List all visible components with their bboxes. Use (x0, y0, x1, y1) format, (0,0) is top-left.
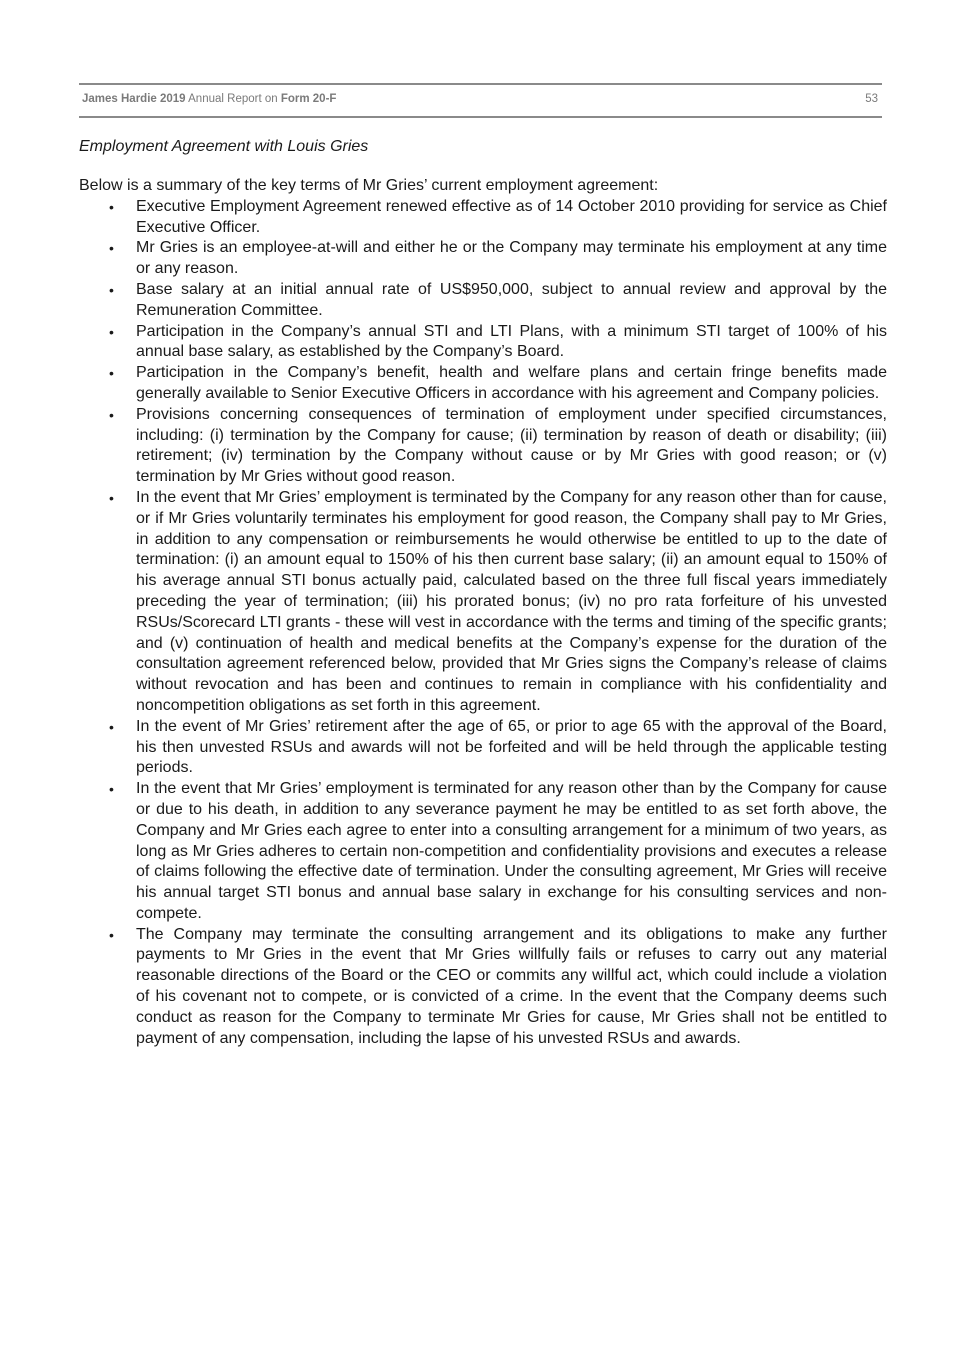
list-item (79, 488, 887, 717)
list-item-text: In the event that Mr Gries’ employment is terminated for any reason other than by the Company for cause or due to his death, in addition to any severance payment he may be entitled to as set forth above, the Company and Mr Gries each agree to enter into a consulting arrangement for a minimum of two years, as long as Mr Gries adheres to certain non-competition and confidentiality provisions and executes a release of claims following the effective date of termination. Under the consulting agreement, Mr Gries will receive his annual target STI bonus and annual base salary in exchange for his consulting services and non-compete. (136, 780, 887, 922)
list-item-text: The Company may terminate the consulting arrangement and its obligations to make any further payments to Mr Gries in the event that Mr Gries willfully fails or refuses to carry out any material reasonable directions of the Board or the CEO or commits any willful act, which could include a violation of his covenant not to compete, or is convicted of a crime. In the event that the Company deems such conduct as reason for the Company to terminate Mr Gries for cause, Mr Gries shall not be entitled to payment of any compensation, including the lapse of his unvested RSUs and awards. (136, 925, 887, 1047)
list-item (79, 238, 887, 280)
running-header (82, 93, 878, 105)
bullet-icon: • (109, 281, 114, 298)
list-item-text: Provisions concerning consequences of termination of employment under specified circumstances, including: (i) termination by the Company for cause; (ii) termination by reason of death or disability; (iii) retirement; (iv) termination by the Company without cause or by Mr Gries with good reason; or (v) termination by Mr Gries without good reason. (136, 405, 887, 486)
list-item-text: Participation in the Company’s benefit, health and welfare plans and certain fringe benefits made generally available to Senior Executive Officers in accordance with his agreement and Company policies. (136, 364, 887, 402)
list-item-text: Participation in the Company’s annual STI and LTI Plans, with a minimum STI target of 100% of his annual base salary, as established by the Company’s Board. (136, 322, 887, 361)
header-bottom-rule (79, 116, 882, 118)
list-item (79, 925, 887, 1050)
bullet-icon: • (109, 926, 114, 943)
list-item (79, 363, 887, 405)
page-number: 53 (865, 93, 878, 105)
bullet-icon: • (109, 489, 114, 506)
bullet-icon: • (109, 323, 114, 340)
bullet-icon: • (109, 718, 114, 735)
bullet-icon: • (109, 365, 114, 382)
list-item (79, 322, 887, 364)
key-terms-list (79, 197, 887, 1050)
list-item (79, 280, 887, 322)
list-item-text: Executive Employment Agreement renewed effective as of 14 October 2010 providing for service as Chief Executive Officer. (136, 197, 887, 236)
header-company: James Hardie 2019 (82, 93, 186, 105)
header-top-rule (79, 83, 882, 85)
list-item-text: Mr Gries is an employee-at-will and either he or the Company may terminate his employment at any time or any reason. (136, 239, 887, 278)
document-body (79, 136, 887, 1049)
list-item (79, 197, 887, 239)
list-item-text: Base salary at an initial annual rate of US$950,000, subject to annual review and approval by the Remuneration Committee. (136, 280, 887, 319)
list-item-text: In the event of Mr Gries’ retirement after the age of 65, or prior to age 65 with the approval of the Board, his then unvested RSUs and awards will not be forfeited and will be held through the applicable testing periods. (136, 717, 887, 777)
list-item (79, 405, 887, 488)
bullet-icon: • (109, 781, 114, 798)
section-title: Employment Agreement with Louis Gries (79, 138, 369, 155)
list-item (79, 717, 887, 779)
bullet-icon: • (109, 406, 114, 423)
bullet-icon: • (109, 240, 114, 257)
bullet-icon: • (109, 198, 114, 215)
header-form: Form 20-F (280, 93, 337, 105)
header-report-label: Annual Report on (185, 93, 281, 105)
list-item (79, 779, 887, 925)
intro-paragraph: Below is a summary of the key terms of Mr Gries’ current employment agreement: (79, 177, 659, 194)
list-item-text: In the event that Mr Gries’ employment is terminated by the Company for any reason other than for cause, or if Mr Gries voluntarily terminates his employment for good reason, the Company shall pay to Mr Gries, in addition to any compensation or reimbursements he would otherwise be entitled to up to the date of termination: (i) an amount equal to 150% of his then current base salary; (ii) an amount equal to 150% of his average annual STI bonus actually paid, calculated based on the three full fiscal years immediately preceding the year of termination; (iii) his prorated bonus; (iv) no pro rata forfeiture of his unvested RSUs/Scorecard LTI grants - these will vest in accordance with the terms and timing of the specific grants; and (v) continuation of health and medical benefits at the Company’s expense for the duration of the consultation agreement referenced below, provided that Mr Gries signs the Company’s release of claims without revocation and has been and continues to remain in compliance with his confidentiality and noncompetition obligations as set forth in this agreement. (136, 488, 887, 714)
